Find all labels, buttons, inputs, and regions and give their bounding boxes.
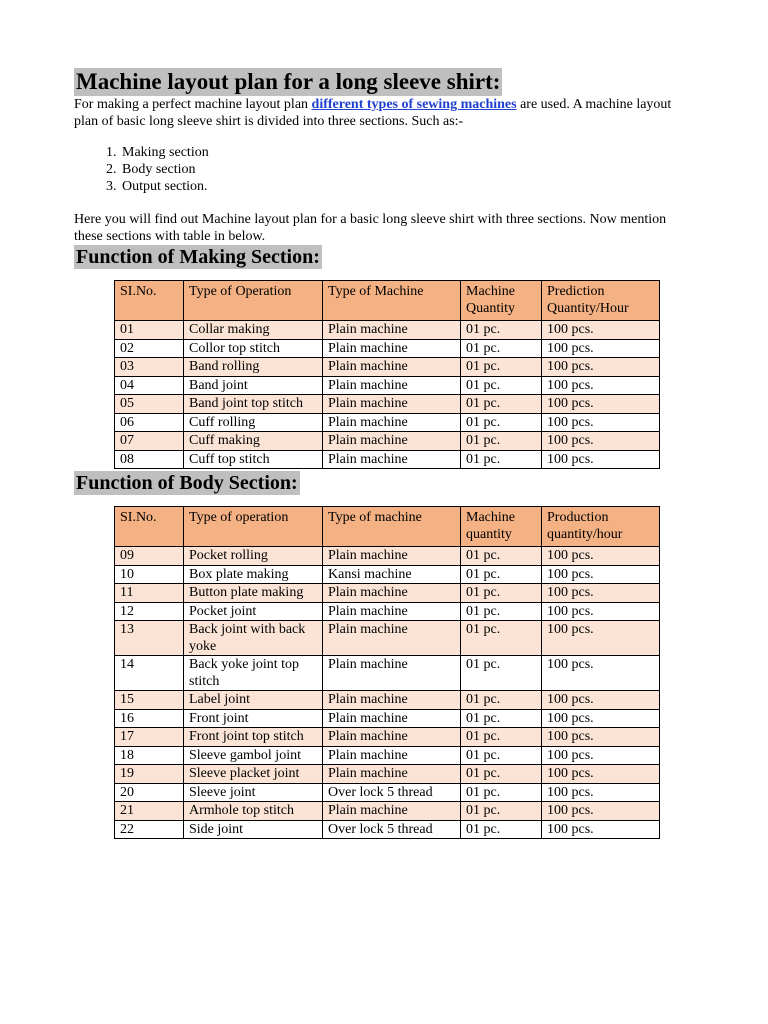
table-cell: 100 pcs. xyxy=(542,746,660,765)
table-cell: 01 pc. xyxy=(461,450,542,469)
table-header-row xyxy=(115,507,660,547)
body-section-table xyxy=(114,506,660,839)
table-cell: 100 pcs. xyxy=(542,321,660,340)
table-row xyxy=(115,802,660,821)
intro-text-after: are used. A machine layout plan of basic long sleeve shirt is divided into three sections. Such as:- xyxy=(74,97,672,129)
table-row xyxy=(115,728,660,747)
making-section-body xyxy=(115,321,660,469)
header-cell: SI.No. xyxy=(115,507,184,547)
table-cell: Plain machine xyxy=(323,802,461,821)
table-cell: 03 xyxy=(115,358,184,377)
table-cell: Box plate making xyxy=(184,565,323,584)
table-row xyxy=(115,547,660,566)
table-cell: 100 pcs. xyxy=(542,709,660,728)
table-cell: Plain machine xyxy=(323,321,461,340)
table-cell: 11 xyxy=(115,584,184,603)
table-cell: Over lock 5 thread xyxy=(323,820,461,839)
table-cell: Band rolling xyxy=(184,358,323,377)
table-cell: 01 pc. xyxy=(461,820,542,839)
table-cell: Band joint top stitch xyxy=(184,395,323,414)
table-cell: 01 xyxy=(115,321,184,340)
intro-text-before: For making a perfect machine layout plan xyxy=(74,97,312,112)
table-cell: Collar making xyxy=(184,321,323,340)
table-cell: 100 pcs. xyxy=(542,432,660,451)
document-page xyxy=(74,68,694,839)
sewing-machines-link[interactable]: different types of sewing machines xyxy=(311,97,517,112)
table-row xyxy=(115,565,660,584)
table-cell: Front joint top stitch xyxy=(184,728,323,747)
table-row xyxy=(115,395,660,414)
table-row xyxy=(115,820,660,839)
table-cell: Button plate making xyxy=(184,584,323,603)
table-cell: 01 pc. xyxy=(461,602,542,621)
table-cell: 100 pcs. xyxy=(542,621,660,656)
header-cell: Production quantity/hour xyxy=(542,507,660,547)
body-section-heading: Function of Body Section: xyxy=(76,472,298,494)
body-section-body xyxy=(115,547,660,839)
table-cell: 22 xyxy=(115,820,184,839)
table-cell: Plain machine xyxy=(323,413,461,432)
table-row xyxy=(115,746,660,765)
table-cell: 01 pc. xyxy=(461,621,542,656)
table-row xyxy=(115,339,660,358)
table-row xyxy=(115,765,660,784)
table-cell: 100 pcs. xyxy=(542,450,660,469)
table-cell: 13 xyxy=(115,621,184,656)
table-row xyxy=(115,358,660,377)
table-cell: Over lock 5 thread xyxy=(323,783,461,802)
page-title: Machine layout plan for a long sleeve shirt: xyxy=(76,69,501,94)
table-cell: 15 xyxy=(115,691,184,710)
table-cell: 100 pcs. xyxy=(542,802,660,821)
header-cell: Type of machine xyxy=(323,507,461,547)
table-cell: 01 pc. xyxy=(461,584,542,603)
table-cell: 10 xyxy=(115,565,184,584)
table-cell: 09 xyxy=(115,547,184,566)
table-row xyxy=(115,656,660,691)
table-cell: 100 pcs. xyxy=(542,728,660,747)
table-cell: 01 pc. xyxy=(461,565,542,584)
table-cell: Plain machine xyxy=(323,709,461,728)
header-cell: Type of operation xyxy=(184,507,323,547)
table-cell: Band joint xyxy=(184,376,323,395)
table-cell: 01 pc. xyxy=(461,432,542,451)
table-cell: Plain machine xyxy=(323,450,461,469)
table-header-row xyxy=(115,281,660,321)
header-cell: SI.No. xyxy=(115,281,184,321)
header-cell: Prediction Quantity/Hour xyxy=(542,281,660,321)
table-cell: 08 xyxy=(115,450,184,469)
table-cell: 100 pcs. xyxy=(542,820,660,839)
table-cell: 01 pc. xyxy=(461,783,542,802)
table-cell: Plain machine xyxy=(323,358,461,377)
table-cell: 01 pc. xyxy=(461,691,542,710)
table-cell: 21 xyxy=(115,802,184,821)
table-cell: 01 pc. xyxy=(461,765,542,784)
table-row xyxy=(115,783,660,802)
table-cell: 01 pc. xyxy=(461,395,542,414)
table-row xyxy=(115,709,660,728)
table-cell: 14 xyxy=(115,656,184,691)
table-cell: 100 pcs. xyxy=(542,783,660,802)
table-cell: 19 xyxy=(115,765,184,784)
table-cell: 05 xyxy=(115,395,184,414)
intro-paragraph-2: Here you will find out Machine layout plan for a basic long sleeve shirt with three sections. Now mention these sections with table in below. xyxy=(74,212,667,244)
table-cell: 100 pcs. xyxy=(542,358,660,377)
table-cell: Plain machine xyxy=(323,584,461,603)
table-cell: 100 pcs. xyxy=(542,656,660,691)
table-row xyxy=(115,432,660,451)
table-cell: Back yoke joint top stitch xyxy=(184,656,323,691)
sections-list xyxy=(74,144,694,195)
table-cell: 01 pc. xyxy=(461,728,542,747)
table-cell: Plain machine xyxy=(323,746,461,765)
table-row xyxy=(115,376,660,395)
table-cell: 100 pcs. xyxy=(542,584,660,603)
table-cell: Plain machine xyxy=(323,432,461,451)
table-cell: 100 pcs. xyxy=(542,413,660,432)
table-cell: Collor top stitch xyxy=(184,339,323,358)
table-cell: 01 pc. xyxy=(461,547,542,566)
table-cell: Plain machine xyxy=(323,602,461,621)
table-row xyxy=(115,450,660,469)
table-cell: 01 pc. xyxy=(461,802,542,821)
table-cell: 01 pc. xyxy=(461,413,542,432)
table-cell: 100 pcs. xyxy=(542,565,660,584)
table-cell: 17 xyxy=(115,728,184,747)
header-cell: Type of Operation xyxy=(184,281,323,321)
header-cell: Machine quantity xyxy=(461,507,542,547)
table-cell: Pocket joint xyxy=(184,602,323,621)
table-cell: Sleeve placket joint xyxy=(184,765,323,784)
table-cell: Sleeve gambol joint xyxy=(184,746,323,765)
table-cell: Plain machine xyxy=(323,376,461,395)
table-row xyxy=(115,584,660,603)
table-cell: Pocket rolling xyxy=(184,547,323,566)
table-cell: 100 pcs. xyxy=(542,691,660,710)
table-row xyxy=(115,413,660,432)
header-cell: Machine Quantity xyxy=(461,281,542,321)
table-cell: 100 pcs. xyxy=(542,547,660,566)
table-cell: Plain machine xyxy=(323,395,461,414)
table-cell: 100 pcs. xyxy=(542,376,660,395)
table-row xyxy=(115,621,660,656)
table-cell: Plain machine xyxy=(323,339,461,358)
header-cell: Type of Machine xyxy=(323,281,461,321)
table-cell: 01 pc. xyxy=(461,746,542,765)
table-cell: 04 xyxy=(115,376,184,395)
table-cell: 01 pc. xyxy=(461,339,542,358)
table-cell: Plain machine xyxy=(323,656,461,691)
table-cell: Plain machine xyxy=(323,765,461,784)
table-cell: Front joint xyxy=(184,709,323,728)
table-cell: 02 xyxy=(115,339,184,358)
making-section-heading: Function of Making Section: xyxy=(76,246,320,268)
table-row xyxy=(115,691,660,710)
table-cell: 01 pc. xyxy=(461,656,542,691)
table-cell: 100 pcs. xyxy=(542,765,660,784)
table-cell: 16 xyxy=(115,709,184,728)
intro-paragraph xyxy=(74,96,694,130)
table-cell: Armhole top stitch xyxy=(184,802,323,821)
table-cell: 01 pc. xyxy=(461,376,542,395)
table-cell: Side joint xyxy=(184,820,323,839)
table-cell: Plain machine xyxy=(323,728,461,747)
table-cell: Sleeve joint xyxy=(184,783,323,802)
table-cell: Label joint xyxy=(184,691,323,710)
table-cell: Cuff top stitch xyxy=(184,450,323,469)
list-item: 3. Output section. xyxy=(120,178,694,195)
table-cell: Cuff rolling xyxy=(184,413,323,432)
list-item: 2. Body section xyxy=(120,161,694,178)
table-cell: 20 xyxy=(115,783,184,802)
table-cell: 100 pcs. xyxy=(542,339,660,358)
table-cell: Back joint with back yoke xyxy=(184,621,323,656)
table-cell: 100 pcs. xyxy=(542,602,660,621)
table-cell: Plain machine xyxy=(323,621,461,656)
table-cell: Plain machine xyxy=(323,691,461,710)
table-cell: Kansi machine xyxy=(323,565,461,584)
table-cell: Cuff making xyxy=(184,432,323,451)
table-cell: 07 xyxy=(115,432,184,451)
table-cell: Plain machine xyxy=(323,547,461,566)
table-cell: 18 xyxy=(115,746,184,765)
table-cell: 100 pcs. xyxy=(542,395,660,414)
table-cell: 06 xyxy=(115,413,184,432)
table-cell: 01 pc. xyxy=(461,709,542,728)
list-item: 1. Making section xyxy=(120,144,694,161)
table-row xyxy=(115,602,660,621)
table-cell: 01 pc. xyxy=(461,321,542,340)
table-cell: 01 pc. xyxy=(461,358,542,377)
making-section-table xyxy=(114,280,660,469)
table-row xyxy=(115,321,660,340)
table-cell: 12 xyxy=(115,602,184,621)
